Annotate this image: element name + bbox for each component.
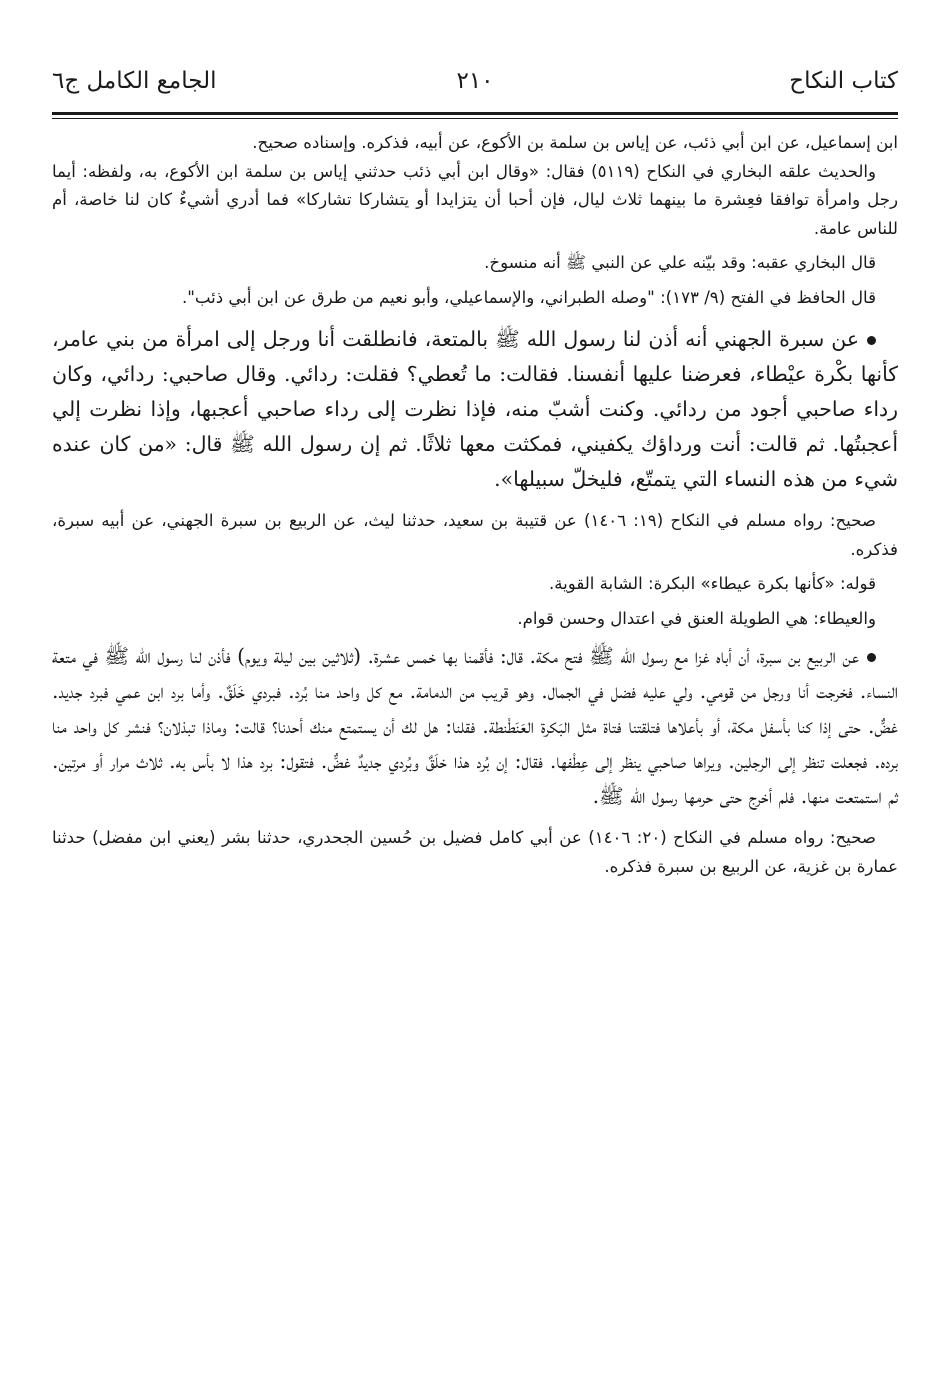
commentary-paragraph: ابن إسماعيل، عن ابن أبي ذئب، عن إياس بن سلمة بن الأكوع، عن أبيه، فذكره. وإسناده صحيح. (252, 133, 898, 152)
hadith-block-2 (52, 639, 898, 814)
page-header (52, 58, 898, 110)
bullet-icon (867, 653, 876, 662)
commentary-block-3 (52, 824, 898, 881)
commentary-paragraph: والحديث علقه البخاري في النكاح (٥١١٩) فقال: «وقال ابن أبي ذئب حدثني إياس بن سلمة ابن الأكوع، به، ولفظه: أيما رجل وامرأة توافقا فعِشرة ما بينهما ثلاث ليال، فإن أحبا أن يتزايدا أو يتشاركا تشاركا» فما أدري أشيءٌ كان لنا خاصة، أم للناس عامة. (52, 161, 898, 238)
commentary-paragraph: قال الحافظ في الفتح (٩/ ١٧٣): "وصله الطبراني، والإسماعيلي، وأبو نعيم من طرق عن ابن أبي ذئب". (181, 287, 876, 307)
book-title: الجامع الكامل ج٦ (52, 68, 217, 94)
commentary-paragraph: صحيح: رواه مسلم في النكاح (١٩: ١٤٠٦) عن قتيبة بن سعيد، حدثنا ليث، عن الربيع بن سبرة الجهني، عن أبيه سبرة، فذكره. (52, 511, 898, 559)
hadith-text: عن سبرة الجهني أنه أذن لنا رسول الله ﷺ بالمتعة، فانطلقت أنا ورجل إلى امرأة من بني عامر، كأنها بكْرة عيْطاء، فعرضنا عليها أنفسنا. فقالت: ما تُعطي؟ فقلت: ردائي. وقال صاحبي: ردائي، وكان رداء صاحبي أجود من ردائي. وكنت أشبّ منه، فإذا نظرت إلى رداء صاحبي أعجبها، وإذا نظرت إلي أعجبتُها. ثم قالت: أنت ورداؤك يكفيني، فمكثت معها ثلاثًا. ثم إن رسول الله ﷺ قال: «من كان عنده شيء من هذه النساء التي يتمتّع، فليخلّ سبيلها». (52, 327, 898, 491)
chapter-title: كتاب النكاح (789, 68, 898, 94)
commentary-paragraph: قوله: «كأنها بكرة عيطاء» البكرة: الشابة القوية. (548, 574, 876, 593)
commentary-block-1 (52, 129, 898, 312)
hadith-paragraph (52, 322, 898, 497)
hadith-text: عن الربيع بن سبرة، أن أباه غزا مع رسول الله ﷺ فتح مكة. قال: فأقمنا بها خمس عشرة. (ثلاثين بين ليلة ويوم) فأذن لنا رسول الله ﷺ في متعة النساء. فخرجت أنا ورجل من قومي. ولي عليه فضل في الجمال. وهو قريب من الدمامة. مع كل واحد منا بُرد. فبردي خَلَقٌ. وأما برد ابن عمي فبرد جديد. غضٌّ. حتى إذا كنا بأسفل مكة، أو بأعلاها فتلقتنا فتاة مثل البَكرة العَنَطْنطة. فقلنا: هل لك أن يستمتع منك أحدنا؟ قالت: وماذا تبذلان؟ فنشر كل واحد منا برده. فجعلت تنظر إلى الرجلين. ويراها صاحبي ينظر إلى عِطْفها. فقال: إن بُرد هذا خلَقٌ وبُردي جديدٌ غضٌّ. فتقول: برد هذا لا بأس به. ثلاث مرار أو مرتين. ثم استمتعت منها. فلم أخرج حتى حرمها رسول الله ﷺ. (52, 644, 898, 808)
page-number: ٢١٠ (456, 68, 494, 94)
commentary-paragraph: والعيطاء: هي الطويلة العنق في اعتدال وحسن قوام. (517, 608, 876, 628)
commentary-paragraph: صحيح: رواه مسلم في النكاح (٢٠: ١٤٠٦) عن أبي كامل فضيل بن حُسين الجحدري، حدثنا بشر (يعني ابن مفضل) حدثنا عمارة بن غزية، عن الربيع بن سبرة فذكره. (52, 828, 898, 876)
page (52, 58, 898, 881)
hadith-block-1 (52, 322, 898, 497)
commentary-paragraph: قال البخاري عقبه: وقد بيّنه علي عن النبي ﷺ أنه منسوخ. (484, 253, 876, 272)
hadith-paragraph (52, 639, 898, 814)
header-rule-thick (52, 112, 898, 115)
commentary-block-2 (52, 507, 898, 633)
bullet-icon (867, 336, 876, 345)
header-rule-thin (52, 118, 898, 119)
